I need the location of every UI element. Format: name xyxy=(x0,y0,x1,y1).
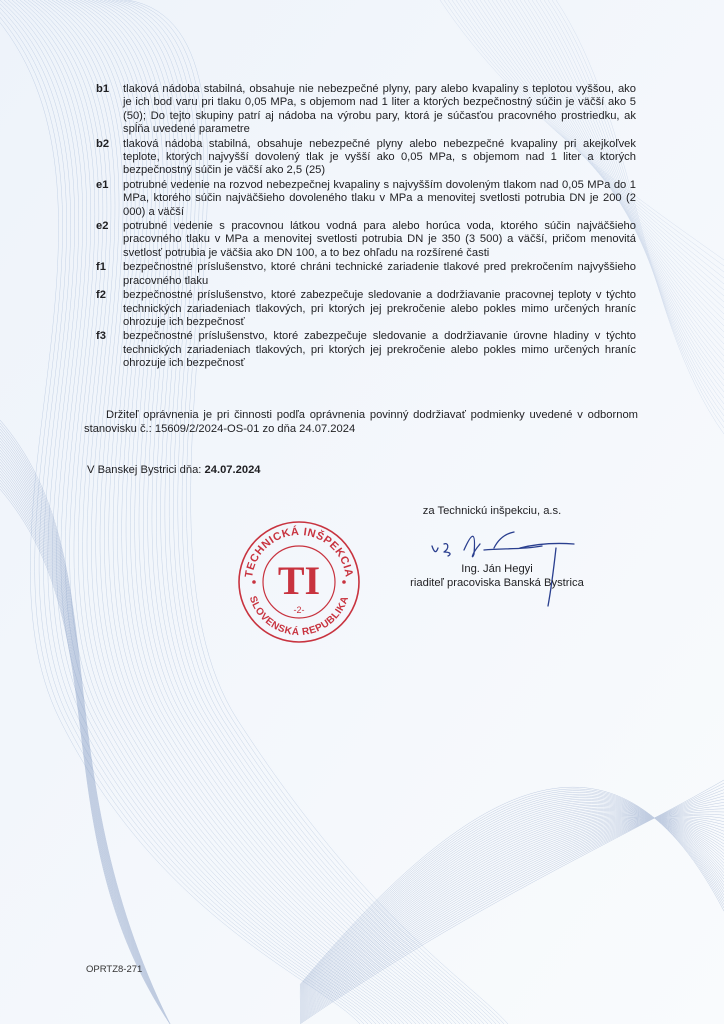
issue-date: 24.07.2024 xyxy=(204,464,261,476)
definition-code: f1 xyxy=(96,261,106,274)
definition-row xyxy=(96,289,636,329)
definition-text: tlaková nádoba stabilná, obsahuje nebezpečné plyny alebo nebezpečné kvapaliny pri akejkoľvek teplote, ktorých najvyšší dovolený tlak je vyšší ako 0,05 MPa, s objemom nad 1 liter a ktorých bezpečnostný súčin je väčší ako 2,5 (25) xyxy=(123,137,636,177)
signatory-name: Ing. Ján Hegyi xyxy=(461,563,533,575)
definitions-list xyxy=(96,83,636,372)
definition-row xyxy=(96,330,636,370)
definition-code: b2 xyxy=(96,137,110,150)
definition-text: bezpečnostné príslušenstvo, ktoré zabezpečuje sledovanie a dodržiavanie pracovnej teploty v týchto technických zariadeniach tlakových, pri ktorých jej prekročenie alebo pokles mimo určených hraníc ohrozuje ich bezpečnosť xyxy=(123,289,636,328)
definition-row xyxy=(96,138,636,178)
form-code: OPRTZ8-271 xyxy=(86,964,143,975)
definition-row xyxy=(96,83,636,137)
signatory-organization: za Technickú inšpekciu, a.s. xyxy=(422,505,562,517)
definition-row xyxy=(96,220,636,260)
svg-text:SLOVENSKÁ REPUBLIKA: SLOVENSKÁ REPUBLIKA xyxy=(246,594,352,639)
holder-obligation-statement: Držiteľ oprávnenia je pri činnosti podľa oprávnenia povinný dodržiavať podmienky uvedené v odbornom stanovisku č.: 15609/2/2024-OS-01 zo dňa 24.07.2024 xyxy=(84,409,638,435)
definition-text: potrubné vedenie s pracovnou látkou vodná para alebo horúca voda, ktorého súčin najväčšieho pracovného tlaku v MPa a menovitej svetlosti potrubia DN je 350 (3 500) a väčší, pričom menovitá svetlosť potrubia je väčšia ako DN 100, a to bez ohľadu na rozšírené časti xyxy=(123,220,636,259)
definition-code: b1 xyxy=(96,83,110,95)
svg-text:TI: TI xyxy=(277,558,321,603)
definition-code: f2 xyxy=(96,289,106,302)
definition-row xyxy=(96,261,636,288)
definition-text: tlaková nádoba stabilná, obsahuje nie nebezpečné plyny, pary alebo kvapaliny s teplotou vyššou, ako je ich bod varu pri tlaku 0,05 MPa, s objemom nad 1 liter a ktorých bezpečnostný súčin je väčší ako 5 (50); Do tejto skupiny patrí aj nádoba na výrobu pary, ktorá je súčasťou pracovného prostriedku, ak spĺňa uvedené parametre xyxy=(123,83,636,136)
svg-text:TECHNICKÁ INŠPEKCIA: TECHNICKÁ INŠPEKCIA xyxy=(243,525,355,579)
definition-code: e2 xyxy=(96,220,109,233)
definition-text: bezpečnostné príslušenstvo, ktoré zabezpečuje sledovanie a dodržiavanie úrovne hladiny v týchto technických zariadeniach tlakových, pri ktorých jej prekročenie alebo pokles mimo určených hraníc ohrozuje ich bezpečnosť xyxy=(123,330,636,370)
official-stamp xyxy=(232,518,366,646)
definition-text: bezpečnostné príslušenstvo, ktoré chráni technické zariadenie tlakové pred prekročením najvyššieho pracovného tlaku xyxy=(123,261,636,287)
place-label: V Banskej Bystrici dňa: xyxy=(87,464,202,476)
signatory-role: riaditeľ pracoviska Banská Bystrica xyxy=(410,577,584,589)
definition-row xyxy=(96,179,636,219)
svg-text:-2-: -2- xyxy=(293,605,305,615)
definition-code: e1 xyxy=(96,178,109,191)
definition-text: potrubné vedenie na rozvod nebezpečnej kvapaliny s najvyšším dovoleným tlakom nad 0,05 MPa do 1 MPa, ktorého súčin najväčšieho dovoleného tlaku v MPa a menovitej svetlosti potrubia DN je 200 (2 000) a väčší xyxy=(123,178,636,218)
definition-code: f3 xyxy=(96,330,106,343)
place-date-line xyxy=(87,464,261,476)
